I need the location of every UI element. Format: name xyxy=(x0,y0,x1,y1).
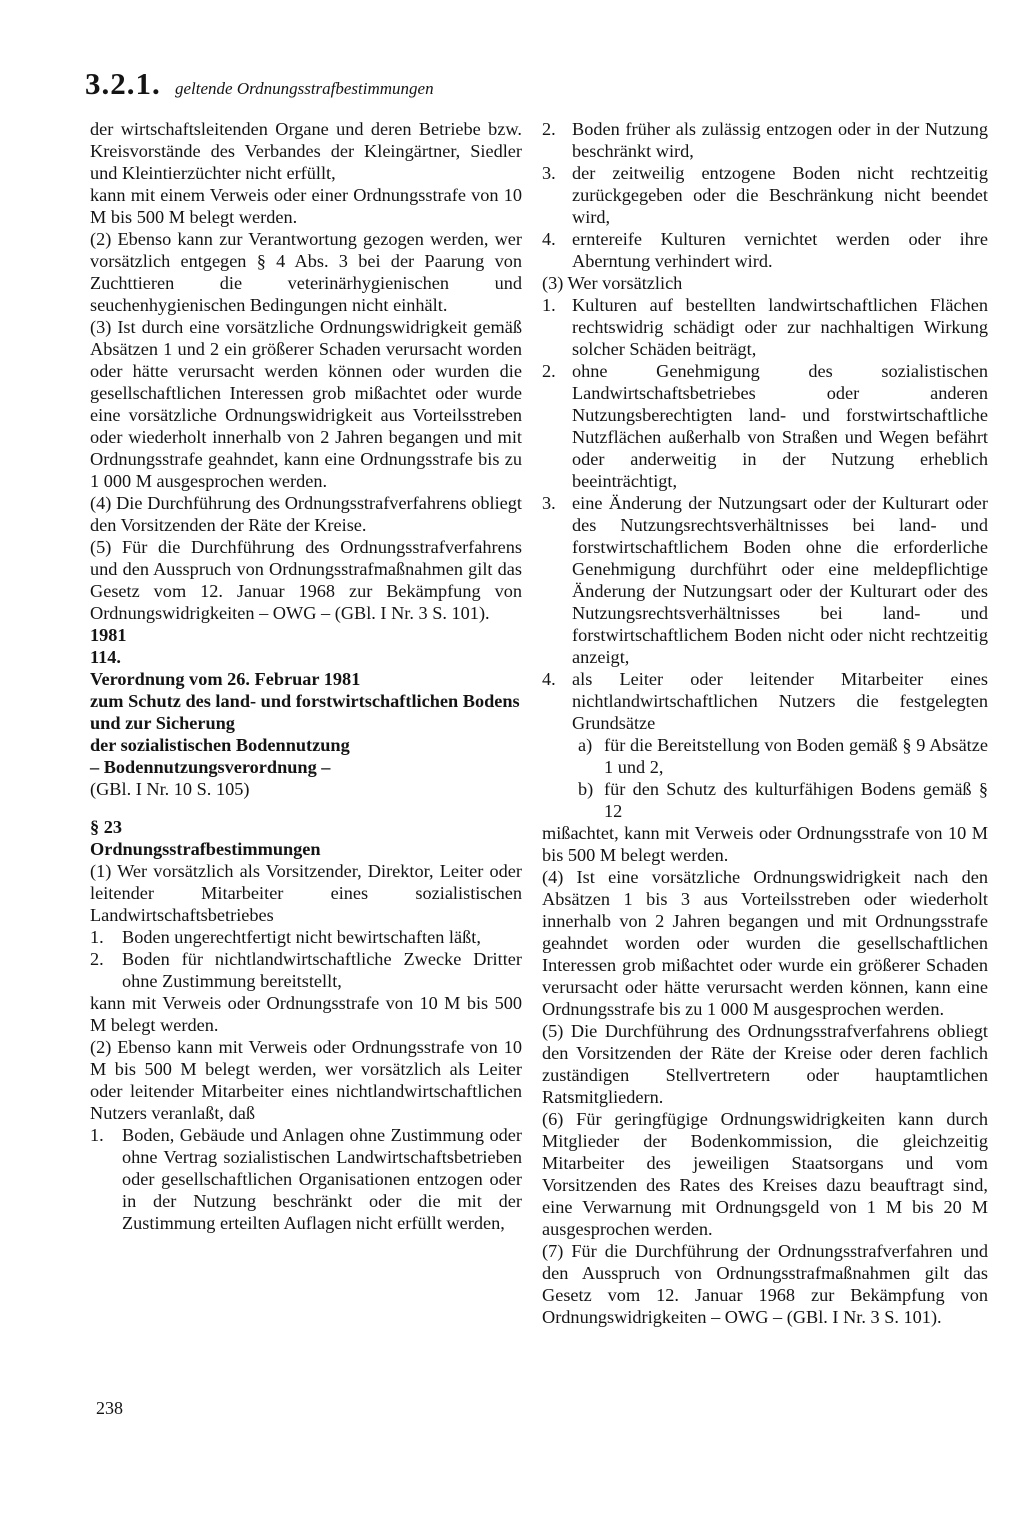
paragraph: (1) Wer vorsätzlich als Vorsitzender, Direktor, Leiter oder leitender Mitarbeiter eines sozialistischen Landwirtschaftsbetriebes xyxy=(90,861,522,925)
continuation-text: kann mit einem Verweis oder einer Ordnungsstrafe von 10 M bis 500 M belegt werden. xyxy=(90,185,522,227)
list-item: 1. Kulturen auf bestellten landwirtschaftlichen Flächen rechtswidrig schädigt oder zur nachhaltigen Wirkung solcher Schäden beiträgt, xyxy=(542,295,988,359)
section-number: 3.2.1. xyxy=(85,66,161,101)
sub-list-item: a) für die Bereitstellung von Boden gemäß § 9 Absätze 1 und 2, xyxy=(578,735,988,777)
paragraph-title: Ordnungsstrafbestimmungen xyxy=(90,839,321,859)
year-heading: 1981 xyxy=(90,625,127,645)
paragraph: (5) Die Durchführung des Ordnungsstrafverfahrens obliegt den Vorsitzenden der Räte der Kreise oder deren fachlich zuständigen Stellvertretern oder hauptamtlichen Ratsmitgliedern. xyxy=(542,1021,988,1107)
paragraph: mißachtet, kann mit Verweis oder Ordnungsstrafe von 10 M bis 500 M belegt werden. xyxy=(542,823,988,865)
document-title: – Bodennutzungsverordnung – xyxy=(90,757,331,777)
document-title: der sozialistischen Bodennutzung xyxy=(90,735,350,755)
section-header xyxy=(85,66,434,102)
paragraph: (3) Wer vorsätzlich xyxy=(542,273,683,293)
left-column xyxy=(90,118,522,1234)
list-item: 1. Boden, Gebäude und Anlagen ohne Zustimmung oder ohne Vertrag sozialistischen Landwirtschaftsbetrieben oder gesellschaftlichen Organisationen entzogen oder in der Nutzung beschränkt oder die mit der Zustimmung erteilten Auflagen nicht erfüllt werden, xyxy=(90,1125,522,1233)
document-title: Verordnung vom 26. Februar 1981 xyxy=(90,669,361,689)
document-number: 114. xyxy=(90,647,121,667)
paragraph: kann mit Verweis oder Ordnungsstrafe von 10 M bis 500 M belegt werden. xyxy=(90,993,522,1035)
paragraph-sign: § 23 xyxy=(90,817,122,837)
list-item: 2. ohne Genehmigung des sozialistischen Landwirtschaftsbetriebes oder anderen Nutzungsberechtigten land- und forstwirtschaftliche Nutzflächen außerhalb von Straßen und Wegen befährt oder anderweitig in der Nutzung erheblich beeinträchtigt, xyxy=(542,361,988,491)
paragraph: (3) Ist durch eine vorsätzliche Ordnungswidrigkeit gemäß Absätzen 1 und 2 ein größerer Schaden verursacht worden oder hätte verursacht werden können oder wurden die gesellschaftlichen Interessen grob mißachtet oder wurde eine vorsätzliche Ordnungswidrigkeit aus Vorteilsstreben oder wiederholt innerhalb von 2 Jahren begangen und mit Ordnungsstrafe geahndet, kann eine Ordnungsstrafe bis zu 1 000 M ausgesprochen werden. xyxy=(90,317,522,491)
list-item: 2. Boden früher als zulässig entzogen oder in der Nutzung beschränkt wird, xyxy=(542,119,988,161)
list-item: 3. eine Änderung der Nutzungsart oder der Kulturart oder des Nutzungsrechtsverhältnisses bei land- und forstwirtschaftlichem Boden ohne die erforderliche Genehmigung durchführt oder eine meldepflichtige Änderung der Nutzungsart oder der Kulturart oder des Nutzungsrechtsverhältnisses bei land- und forstwirtschaftlichem Boden nicht oder nicht rechtzeitig anzeigt, xyxy=(542,493,988,667)
paragraph: (5) Für die Durchführung des Ordnungsstrafverfahrens und den Ausspruch von Ordnungsstrafmaßnahmen gilt das Gesetz vom 12. Januar 1968 zur Bekämpfung von Ordnungswidrigkeiten – OWG – (GBl. I Nr. 3 S. 101). xyxy=(90,537,522,623)
list-item: 3. der zeitweilig entzogene Boden nicht rechtzeitig zurückgegeben oder die Beschränkung nicht beendet wird, xyxy=(542,163,988,227)
paragraph: (2) Ebenso kann zur Verantwortung gezogen werden, wer vorsätzlich entgegen § 4 Abs. 3 bei der Paarung von Zuchttieren die veterinärhygienischen und seuchenhygienischen Bedingungen nicht einhält. xyxy=(90,229,522,315)
right-column xyxy=(542,118,988,1328)
list-item: 1. Boden ungerechtfertigt nicht bewirtschaften läßt, xyxy=(90,927,481,947)
section-title: geltende Ordnungsstrafbestimmungen xyxy=(175,79,434,98)
paragraph: (7) Für die Durchführung der Ordnungsstrafverfahren und den Ausspruch von Ordnungsstrafmaßnahmen gilt das Gesetz vom 12. Januar 1968 zur Bekämpfung von Ordnungswidrigkeiten – OWG – (GBl. I Nr. 3 S. 101). xyxy=(542,1241,988,1327)
paragraph: (2) Ebenso kann mit Verweis oder Ordnungsstrafe von 10 M bis 500 M belegt werden, wer vorsätzlich als Leiter oder leitender Mitarbeiter eines nichtlandwirtschaftlichen Nutzers veranlaßt, daß xyxy=(90,1037,522,1123)
item-list xyxy=(90,926,522,992)
document-title: zum Schutz des land- und forstwirtschaftlichen Bodens und zur Sicherung xyxy=(90,691,520,733)
list-item: 2. Boden für nichtlandwirtschaftliche Zwecke Dritter ohne Zustimmung bereitstellt, xyxy=(90,949,522,991)
document-reference: (GBl. I Nr. 10 S. 105) xyxy=(90,779,250,799)
continuation-text: der wirtschaftsleitenden Organe und deren Betriebe bzw. Kreisvorstände des Verbandes der Kleingärtner, Siedler und Kleintierzüchter nicht erfüllt, xyxy=(90,119,522,183)
list-item: 4. als Leiter oder leitender Mitarbeiter eines nichtlandwirtschaftlichen Nutzers die festgelegten Grundsätze xyxy=(542,669,988,733)
paragraph: (6) Für geringfügige Ordnungswidrigkeiten kann durch Mitglieder der Bodenkommission, die gleichzeitig Mitarbeiter des jeweiligen Staatsorgans und vom Vorsitzenden des Rates des Kreises dazu beauftragt sind, eine Verwarnung mit Ordnungsgeld von 1 M bis 20 M ausgesprochen werden. xyxy=(542,1109,988,1239)
paragraph: (4) Ist eine vorsätzliche Ordnungswidrigkeit nach den Absätzen 1 bis 3 aus Vorteilsstreben oder wiederholt innerhalb von 2 Jahren begangen und mit Ordnungsstrafe geahndet worden oder wurden die gesellschaftlichen Interessen grob mißachtet oder wurde ein größerer Schaden verursacht oder hätte verursacht werden können, kann eine Ordnungsstrafe bis zu 1 000 M ausgesprochen werden. xyxy=(542,867,988,1019)
sub-list-item: b) für den Schutz des kulturfähigen Bodens gemäß § 12 xyxy=(578,779,988,821)
list-item: 4. erntereife Kulturen vernichtet werden oder ihre Aberntung verhindert wird. xyxy=(542,229,988,271)
paragraph: (4) Die Durchführung des Ordnungsstrafverfahrens obliegt den Vorsitzenden der Räte der Kreise. xyxy=(90,493,522,535)
page-number: 238 xyxy=(96,1398,123,1418)
